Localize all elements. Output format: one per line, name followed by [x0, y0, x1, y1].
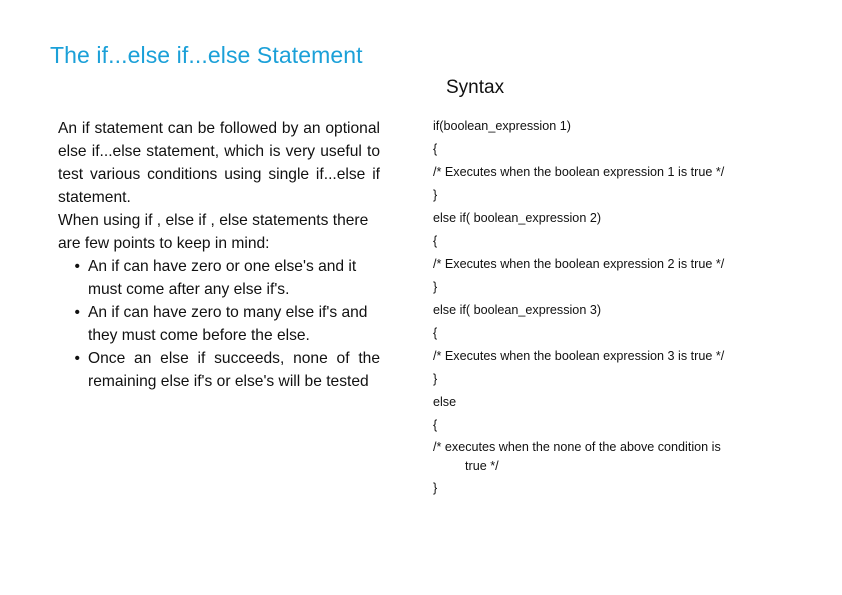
code-line: else if( boolean_expression 2) — [433, 211, 602, 225]
description-text — [58, 117, 380, 393]
list-item — [58, 301, 380, 347]
code-line: /* Executes when the boolean expression 1 is true */ — [433, 165, 725, 179]
code-line: { — [433, 234, 438, 248]
code-line: } — [433, 372, 438, 386]
code-line: else if( boolean_expression 3) — [433, 303, 602, 317]
code-line: { — [433, 142, 438, 156]
slide-title: The if...else if...else Statement — [50, 42, 363, 68]
list-item-text: Once an else if succeeds, none of the remaining else if's or else's will be tested — [88, 350, 380, 390]
code-comment-end: true */ — [465, 459, 499, 473]
bullet-icon: • — [74, 304, 80, 321]
list-item-text: An if can have zero or one else's and it must come after any else if's. — [88, 258, 357, 298]
code-line: /* Executes when the boolean expression 3 is true */ — [433, 349, 725, 363]
code-line: /* Executes when the boolean expression 2 is true */ — [433, 257, 725, 271]
points-intro-paragraph: When using if , else if , else statements there are few points to keep in mind: — [58, 212, 369, 252]
bullet-icon: • — [74, 258, 80, 275]
code-comment-multiline — [433, 438, 793, 478]
code-line: { — [433, 418, 438, 432]
code-closing-brace: } — [433, 481, 438, 495]
list-item — [58, 255, 380, 301]
syntax-heading: Syntax — [446, 77, 505, 98]
code-line: { — [433, 326, 438, 340]
intro-paragraph: An if statement can be followed by an optional else if...else statement, which is very useful to test various conditions using single if...else if statement. — [58, 120, 380, 206]
list-item — [58, 347, 380, 393]
bullet-icon: • — [74, 350, 80, 367]
list-item-text: An if can have zero to many else if's and they must come before the else. — [88, 304, 368, 344]
code-comment-start: /* executes when the none of the above condition is — [433, 440, 721, 454]
syntax-code-block — [433, 116, 793, 501]
code-line: } — [433, 188, 438, 202]
points-list — [58, 255, 380, 393]
code-line: if(boolean_expression 1) — [433, 119, 571, 133]
code-line: else — [433, 395, 457, 409]
code-line: } — [433, 280, 438, 294]
